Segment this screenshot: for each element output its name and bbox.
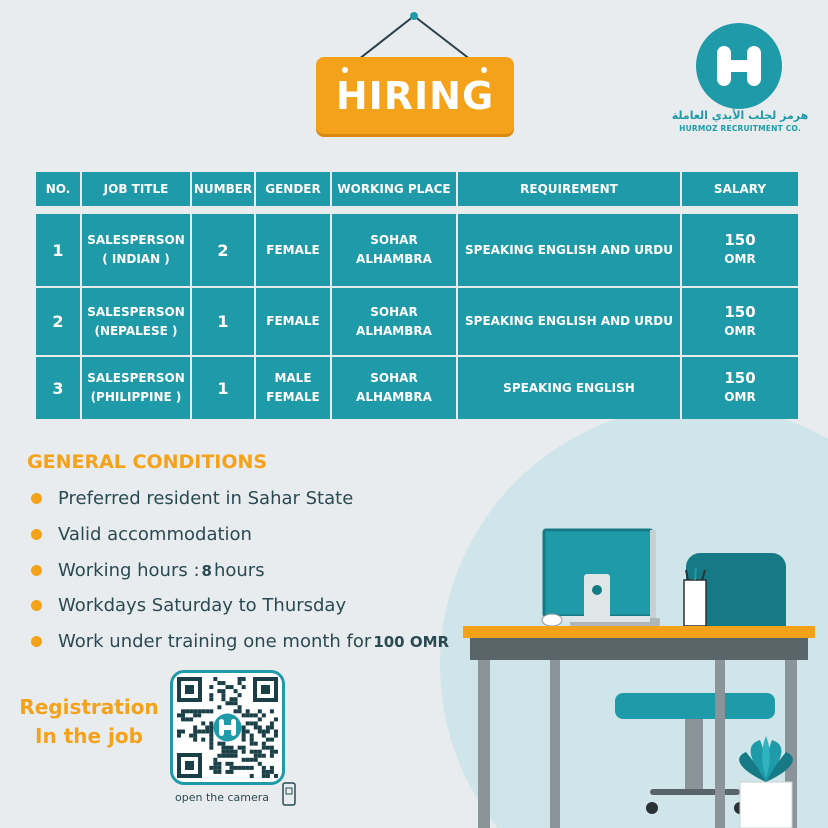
- row-job-title: SALESPERSON (NEPALESE ): [82, 288, 192, 355]
- bullet-icon: [31, 565, 42, 576]
- table-header-row: [36, 172, 798, 206]
- table-row: [36, 286, 798, 355]
- row-gender: FEMALE: [256, 214, 332, 286]
- table-row: [36, 355, 798, 419]
- header-requirement: REQUIREMENT: [458, 172, 682, 206]
- header-no: NO.: [36, 172, 82, 206]
- logo-english-text: HURMOZ RECRUITMENT CO.: [679, 124, 801, 133]
- logo-h-icon: [696, 23, 782, 109]
- row-working-place: SOHAR ALHAMBRA: [332, 214, 458, 286]
- sign-nail-right: [481, 67, 487, 73]
- header-salary: SALARY: [682, 172, 798, 206]
- row-requirement: SPEAKING ENGLISH: [458, 357, 682, 419]
- phone-scan-icon: [280, 781, 298, 809]
- logo-arabic-text: هرمز لجلب الأيدي العاملة: [671, 109, 809, 122]
- header-number: NUMBER: [192, 172, 256, 206]
- condition-item: Workdays Saturday to Thursday: [31, 595, 346, 616]
- bullet-icon: [31, 600, 42, 611]
- row-requirement: SPEAKING ENGLISH AND URDU: [458, 288, 682, 355]
- row-no: 1: [36, 214, 82, 286]
- row-no: 2: [36, 288, 82, 355]
- condition-item: Valid accommodation: [31, 524, 252, 545]
- bullet-icon: [31, 493, 42, 504]
- row-requirement: SPEAKING ENGLISH AND URDU: [458, 214, 682, 286]
- jobs-table: [36, 172, 798, 419]
- registration-label: Registration In the job: [19, 695, 159, 748]
- row-no: 3: [36, 357, 82, 419]
- condition-item: Work under training one month for 100 OMR: [31, 631, 451, 652]
- plant-icon: [739, 736, 793, 828]
- table-row: [36, 212, 798, 286]
- bullet-icon: [31, 636, 42, 647]
- row-number: 2: [192, 214, 256, 286]
- row-working-place: SOHAR ALHAMBRA: [332, 357, 458, 419]
- header-gender: GENDER: [256, 172, 332, 206]
- computer-monitor-icon: [544, 530, 660, 626]
- condition-item: Working hours : 8 hours: [31, 560, 265, 581]
- row-job-title: SALESPERSON (PHILIPPINE ): [82, 357, 192, 419]
- row-job-title: SALESPERSON ( INDIAN ): [82, 214, 192, 286]
- row-salary: 150 OMR: [682, 288, 798, 355]
- row-gender: FEMALE: [256, 288, 332, 355]
- header-working-place: WORKING PLACE: [332, 172, 458, 206]
- row-working-place: SOHAR ALHAMBRA: [332, 288, 458, 355]
- bullet-icon: [31, 529, 42, 540]
- conditions-title: GENERAL CONDITIONS: [27, 451, 268, 473]
- sign-nail-left: [342, 67, 348, 73]
- row-salary: 150 OMR: [682, 357, 798, 419]
- condition-item: Preferred resident in Sahar State: [31, 488, 353, 509]
- desk-illustration: [460, 520, 828, 828]
- qr-code-icon[interactable]: [170, 670, 285, 785]
- row-salary: 150 OMR: [682, 214, 798, 286]
- qr-caption: open the camera: [175, 791, 270, 804]
- header-job-title: JOB TITLE: [82, 172, 192, 206]
- row-number: 1: [192, 288, 256, 355]
- hiring-label: HIRING: [335, 73, 495, 118]
- row-gender: MALE FEMALE: [256, 357, 332, 419]
- row-number: 1: [192, 357, 256, 419]
